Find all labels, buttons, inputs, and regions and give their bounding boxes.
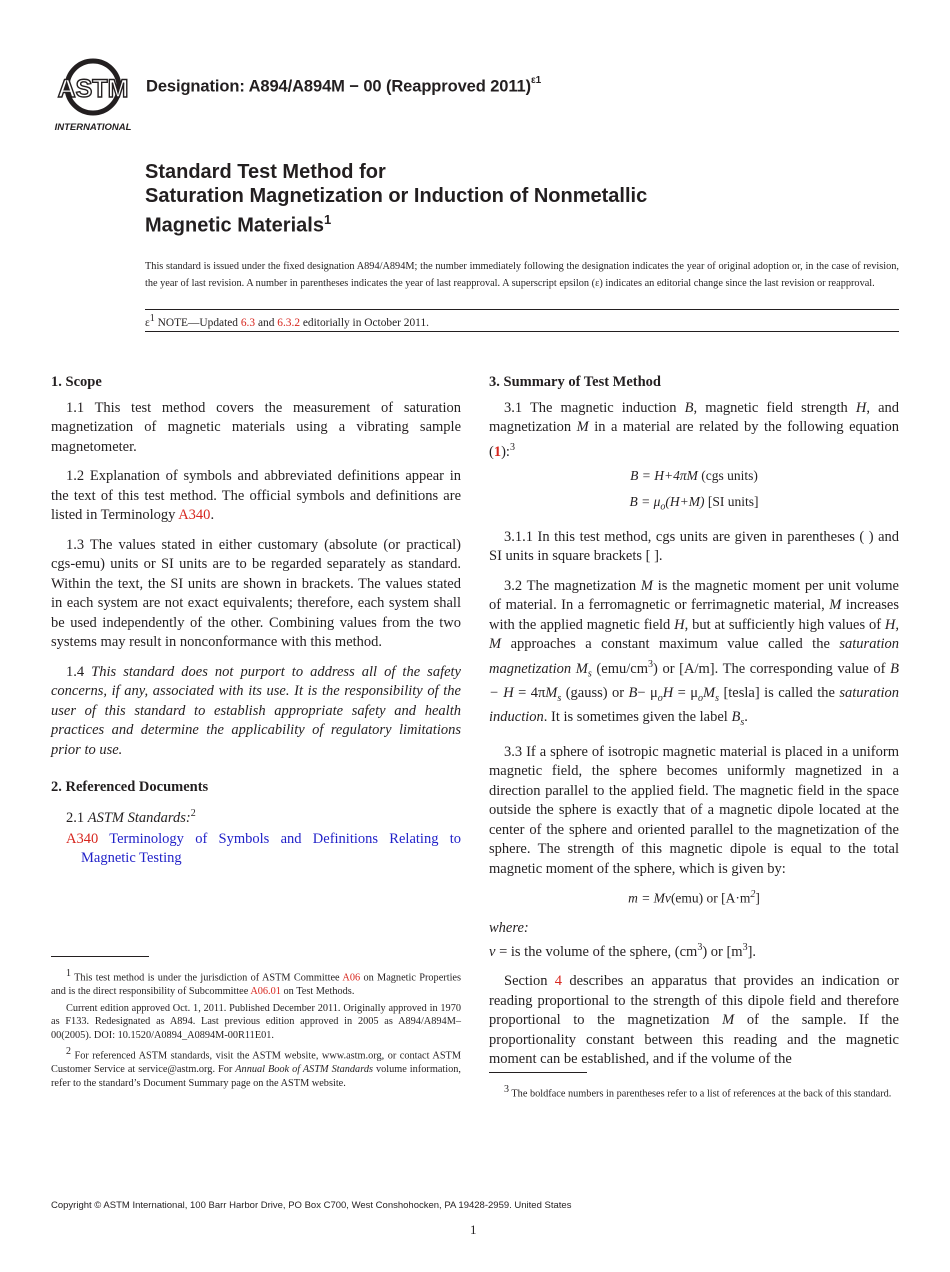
- where-label: where:: [489, 919, 529, 936]
- title-line-2: Saturation Magnetization or Induction of Nonmetallic: [145, 185, 648, 207]
- equation-cgs: B = H+4πM (cgs units): [630, 467, 758, 483]
- designation-epsilon: ε1: [530, 75, 542, 86]
- logo-text: ASTM: [57, 75, 129, 103]
- heading-referenced-documents: 2. Referenced Documents: [51, 779, 209, 795]
- designation: Designation: A894/A894M − 00 (Reapproved 2011)$^{\varepsilon 1}$: [146, 75, 542, 96]
- para-1-2: 1.2 Explanation of symbols and abbreviated definitions appear in the text of this test method. The official symbols and definitions are listed in Terminology A340.: [51, 468, 461, 523]
- link-a06[interactable]: A06: [342, 972, 361, 984]
- logo-subtext: INTERNATIONAL: [54, 122, 132, 133]
- para-2-1: 2.1 ASTM Standards:$^2$: [66, 807, 196, 826]
- page-number: 1: [470, 1222, 477, 1237]
- footnote-2: $^2$ For referenced ASTM standards, visit the ASTM website, www.astm.org, or contact ASTM Customer Service at service@astm.org. For Annual Book of ASTM Standards volume information, refer to the standard’s Document Summary page on the ASTM website.: [51, 1046, 461, 1089]
- reference-title[interactable]: Terminology of Symbols and Definitions Relating to Magnetic Testing: [81, 830, 461, 867]
- reference-code[interactable]: A340: [66, 830, 99, 847]
- para-3-2: 3.2 The magnetization M is the magnetic moment per unit volume of material. In a ferromagnetic or ferrimagnetic material, M increases with the applied magnetic field H, but at sufficiently high values of H, M approaches a constant maximum value called the saturation magnetization $M_s$ $(emu/cm^3)$ or [A/m]. The corresponding value of $B - H = 4\pi M_s$ (gauss) or $B- \mu_oH = \mu_oM_s$ [tesla] is called the saturation induction. It is sometimes given the label $B_s$.: [489, 577, 900, 729]
- link-a340[interactable]: A340: [178, 507, 211, 523]
- footnote-1: $^1$ This test method is under the jurisdiction of ASTM Committee A06 on Magnetic Properties and is the direct responsibility of Subcommittee A06.01 on Test Methods.: [51, 968, 462, 998]
- where-definition: v = is the volume of the sphere, $(cm^3)$ or $[m^3]$.: [489, 942, 757, 960]
- link-6-3[interactable]: 6.3: [240, 316, 256, 329]
- editorial-note: $\varepsilon^1$ NOTE—Updated 6.3 and 6.3.2 editorially in October 2011.: [145, 313, 429, 329]
- left-column: [51, 373, 461, 879]
- link-section-4[interactable]: 4: [554, 973, 563, 990]
- equation-si: $B = \mu_o(H+M)$ [SI units]: [629, 493, 759, 513]
- right-column: [489, 373, 899, 1080]
- footnotes-left: [51, 967, 461, 1094]
- title-line-3: Magnetic Materials$^1$: [145, 212, 332, 237]
- footnote-rule-left: [51, 956, 149, 957]
- title-footnote-marker: 1: [323, 212, 332, 227]
- link-a06-01[interactable]: A06.01: [250, 986, 281, 998]
- title-line-1: Standard Test Method for: [145, 161, 386, 183]
- heading-summary: 3. Summary of Test Method: [489, 374, 661, 390]
- divider-bottom: [145, 331, 899, 332]
- reference-a340[interactable]: [51, 830, 461, 869]
- footnotes-right: [489, 1083, 899, 1104]
- para-1-3: 1.3 The values stated in either customary (absolute (or practical) cgs-emu) units or SI units are to be regarded separately as standard. Within the text, the SI units are shown in brackets. The values stated in each system are not exact equivalents; therefore, each system shall be used independently of the other. Combining values from the two systems may result in nonconformance with this method.: [51, 536, 461, 650]
- document-title: [145, 160, 845, 238]
- issued-note: This standard is issued under the fixed designation A894/A894M; the number immediately following the designation indicates the year of original adoption or, in the case of revision, the year of last revision. A number in parentheses indicates the year of last reapproval. A superscript epsilon (ε) indicates an editorial change since the last revision or reapproval.: [145, 261, 899, 289]
- reference-1-link[interactable]: 1: [493, 443, 502, 460]
- astm-logo: [52, 55, 134, 133]
- footnote-3: $^3$ The boldface numbers in parentheses refer to a list of references at the back of this standard.: [504, 1084, 892, 1100]
- para-3-3: 3.3 If a sphere of isotropic magnetic material is placed in a uniform magnetic field, the sphere becomes uniformly magnetized in a direction parallel to the applied field. The magnetic field in the space outside the sphere is exactly that of a magnetic dipole located at the center of the sphere and oriented parallel to the magnetization of the sphere. The strength of this magnetic dipole is equal to the total magnetic moment of the sphere, which is given by:: [489, 743, 899, 877]
- divider-top: [145, 309, 899, 310]
- para-1-4: 1.4 This standard does not purport to address all of the safety concerns, if any, associated with its use. It is the responsibility of the user of this standard to establish appropriate safety and health practices and determine the applicability of regulatory limitations prior to use.: [51, 663, 461, 758]
- footnote-1-current-edition: Current edition approved Oct. 1, 2011. Published December 2011. Originally approved in 1970 as F133. Redesignated as A894. Last previous edition approved in 2005 as A894/A894M–00(2005). DOI: 10.1520/A0894_A0894M-00R11E01.: [51, 1002, 461, 1041]
- heading-scope: 1. Scope: [51, 374, 102, 390]
- link-6-3-2[interactable]: 6.3.2: [277, 316, 301, 329]
- para-1-1: 1.1 This test method covers the measurement of saturation magnetization of magnetic materials using a vibrating sample magnetometer.: [51, 399, 461, 455]
- para-3-1: 3.1 The magnetic induction B, magnetic field strength H, and magnetization M in a material are related by the following equation (1):$^3$: [489, 399, 899, 460]
- para-section-4: Section 4 describes an apparatus that provides an indication or reading proportional to the strength of this dipole field and therefore proportional to the magnetization M of the sample. If the proportionality constant between this reading and the magnetic moment can be established, and if the volume of the: [489, 973, 900, 1068]
- footnote-rule-right: [489, 1072, 587, 1073]
- para-3-1-1: 3.1.1 In this test method, cgs units are given in parentheses ( ) and SI units in square brackets [ ].: [489, 528, 899, 565]
- equation-moment: m = Mv(emu) or $[A\cdot m^2]$: [628, 889, 760, 906]
- copyright-line: Copyright © ASTM International, 100 Barr Harbor Drive, PO Box C700, West Conshohocken, PA 19428-2959. United States: [51, 1200, 572, 1211]
